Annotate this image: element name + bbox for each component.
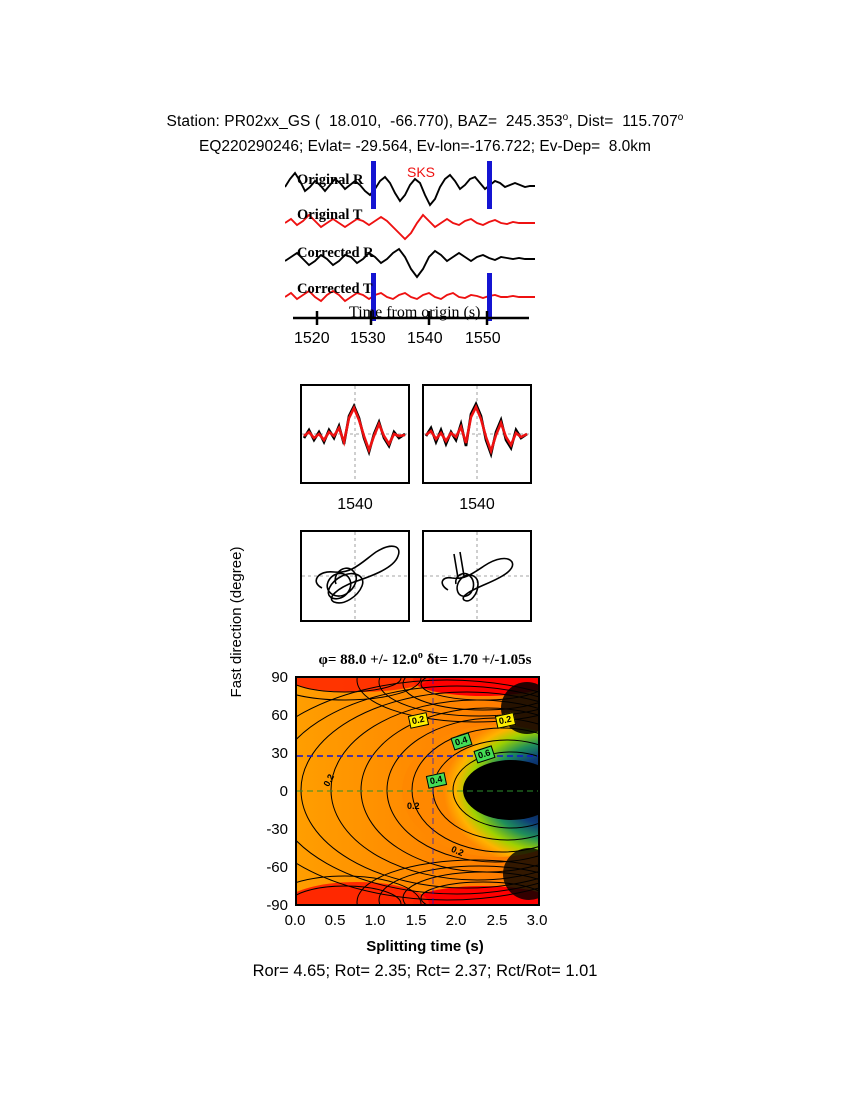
phi-value: = 88.0 +/- 12.0 bbox=[327, 652, 418, 668]
splitting-result-title bbox=[0, 650, 850, 669]
ytick-m30: -30 bbox=[266, 821, 288, 838]
fast-direction-axis-label: Fast direction (degree) bbox=[228, 546, 245, 698]
label-corrected-r: Corrected R bbox=[297, 245, 374, 261]
contour-label-0-4-b: 0.4 bbox=[426, 772, 447, 789]
pick-bar-right-top bbox=[487, 161, 492, 209]
station-info-tail: , Dist= 115.707 bbox=[568, 113, 678, 131]
pick-bar-left-top bbox=[371, 161, 376, 209]
phi-symbol: φ bbox=[318, 652, 328, 668]
overlay-time-label-left: 1540 bbox=[337, 496, 373, 513]
contour-label-0-2-d: 0.2 bbox=[407, 801, 420, 811]
ytick-30: 30 bbox=[271, 745, 288, 762]
degree-symbol-baz: o bbox=[562, 112, 569, 123]
label-sks-phase: SKS bbox=[407, 164, 436, 180]
degree-symbol-phi: o bbox=[417, 650, 423, 661]
xtick-3-0: 3.0 bbox=[526, 912, 548, 929]
xtick-1-0: 1.0 bbox=[364, 912, 386, 929]
ytick-0: 0 bbox=[279, 783, 288, 800]
quality-metrics-footer: Ror= 4.65; Rot= 2.35; Rct= 2.37; Rct/Rot= 1.01 bbox=[252, 962, 598, 980]
time-axis-title: Time from origin (s) bbox=[349, 304, 481, 321]
overlay-time-label-right: 1540 bbox=[459, 496, 495, 513]
station-info-text: Station: PR02xx_GS ( 18.010, -66.770), BAZ= 245.353 bbox=[166, 113, 563, 131]
event-info-line: EQ220290246; Evlat= -29.564, Ev-lon=-176.722; Ev-Dep= 8.0km bbox=[199, 138, 651, 156]
contour-label-0-2-e: 0.2 bbox=[449, 843, 466, 859]
xtick-0-0: 0.0 bbox=[284, 912, 306, 929]
error-surface-plot bbox=[295, 676, 540, 906]
degree-symbol-dist: o bbox=[677, 112, 684, 123]
contour-label-0-2-b: 0.2 bbox=[495, 712, 516, 729]
contour-label-0-4-a: 0.4 bbox=[450, 732, 472, 750]
particle-motion-left bbox=[302, 532, 408, 620]
splitting-time-axis-label: Splitting time (s) bbox=[366, 938, 484, 955]
overlay-traces-right bbox=[424, 386, 530, 482]
time-tick-1530: 1530 bbox=[350, 330, 386, 347]
label-corrected-t: Corrected T bbox=[297, 281, 373, 297]
contour-label-0-2-a: 0.2 bbox=[408, 712, 429, 729]
dt-symbol: δt bbox=[426, 652, 440, 668]
xtick-0-5: 0.5 bbox=[324, 912, 346, 929]
figure-header bbox=[0, 112, 850, 156]
ytick-60: 60 bbox=[271, 707, 288, 724]
xtick-1-5: 1.5 bbox=[405, 912, 427, 929]
label-original-t: Original T bbox=[297, 207, 363, 223]
xtick-2-5: 2.5 bbox=[486, 912, 508, 929]
overlay-traces-left bbox=[302, 386, 408, 482]
time-tick-1540: 1540 bbox=[407, 330, 443, 347]
contour-label-0-6: 0.6 bbox=[473, 745, 495, 763]
label-original-r: Original R bbox=[297, 172, 364, 188]
error-surface-contours bbox=[297, 678, 538, 904]
waveform-panel bbox=[285, 165, 535, 315]
time-tick-1520: 1520 bbox=[294, 330, 330, 347]
particle-motion-box-left bbox=[300, 530, 410, 622]
xtick-2-0: 2.0 bbox=[445, 912, 467, 929]
ytick-m60: -60 bbox=[266, 859, 288, 876]
dt-value: = 1.70 +/-1.05s bbox=[439, 652, 532, 668]
particle-motion-right bbox=[424, 532, 530, 620]
time-tick-1550: 1550 bbox=[465, 330, 501, 347]
ytick-90: 90 bbox=[271, 669, 288, 686]
station-info-line bbox=[0, 112, 850, 131]
contour-label-0-2-c: 0.2 bbox=[321, 772, 337, 789]
overlay-box-left bbox=[300, 384, 410, 484]
particle-motion-box-right bbox=[422, 530, 532, 622]
ytick-m90: -90 bbox=[266, 897, 288, 914]
overlay-box-right bbox=[422, 384, 532, 484]
